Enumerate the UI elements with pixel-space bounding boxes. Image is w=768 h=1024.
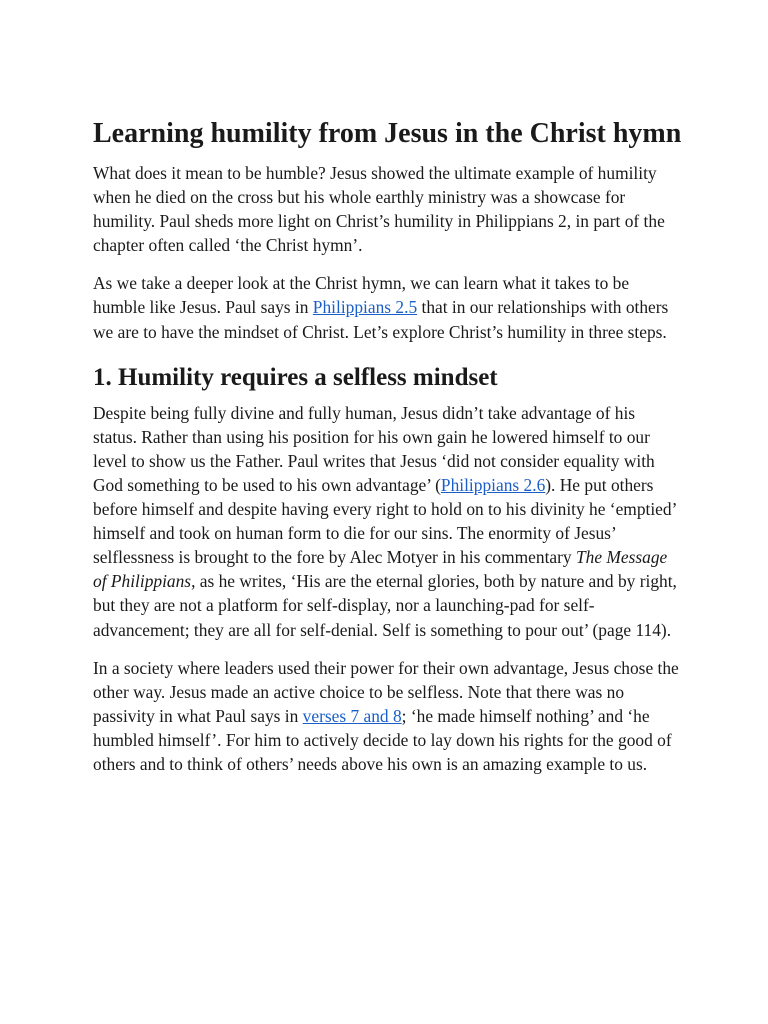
book-title: The Message of Philippians [93,547,668,592]
intro-p2-text-b: that in our relationships with others we are to have the mindset of Christ. Let’s explore Christ’s humility in three steps. [93,297,669,342]
article-body [93,114,683,790]
intro-paragraph-1: What does it mean to be humble? Jesus showed the ultimate example of humility when he died on the cross but his whole earthly ministry was a showcase for humility. Paul sheds more light on Christ’s humility in Philippians 2, in part of the chapter often called ‘the Christ hymn’. [93,163,665,256]
intro-paragraph-2 [93,271,683,343]
verses-7-and-8-link[interactable]: verses 7 and 8 [302,705,402,726]
section-1-paragraph-2 [93,656,683,776]
s1p1-text-a: Despite being fully divine and fully human, Jesus didn’t take advantage of his status. Rather than using his position for his own gain he lowered himself to our level to show us the Father. Paul writes that Jesus ‘did not consider equality with God something to be used to his own advantage’ ( [93,402,655,495]
s1p1-text-b: ). He put others before himself and despite having every right to hold on to his divinity he ‘emptied’ himself and took on human form to die for our sins. The enormity of Jesus’ selflessness is brought to the fore by Alec Motyer in his commentary [93,474,677,568]
s1p1-text-c: , as he writes, ‘His are the eternal glories, both by nature and by right, but they are not a platform for self-display, nor a launching-pad for self-advancement; they are all for self-denial. Self is something to pour out’ (page 114). [93,571,677,640]
philippians-2-5-link[interactable]: Philippians 2.5 [312,297,418,318]
s1p2-text-a: In a society where leaders used their power for their own advantage, Jesus chose the other way. Jesus made an active choice to be selfless. Note that there was no passivity in what Paul says in [93,657,679,726]
s1p2-text-b: ; ‘he made himself nothing’ and ‘he humbled himself’. For him to actively decide to lay down his rights for the good of others and to think of others’ needs above his own is an amazing example to us. [93,705,672,774]
intro-p2-text-a: As we take a deeper look at the Christ hymn, we can learn what it takes to be humble like Jesus. Paul says in [93,273,630,318]
section-1-heading: 1. Humility requires a selfless mindset [93,363,498,391]
article-title: Learning humility from Jesus in the Christ hymn [93,118,682,149]
philippians-2-6-link[interactable]: Philippians 2.6 [440,474,546,495]
section-1-paragraph-1 [93,401,683,642]
